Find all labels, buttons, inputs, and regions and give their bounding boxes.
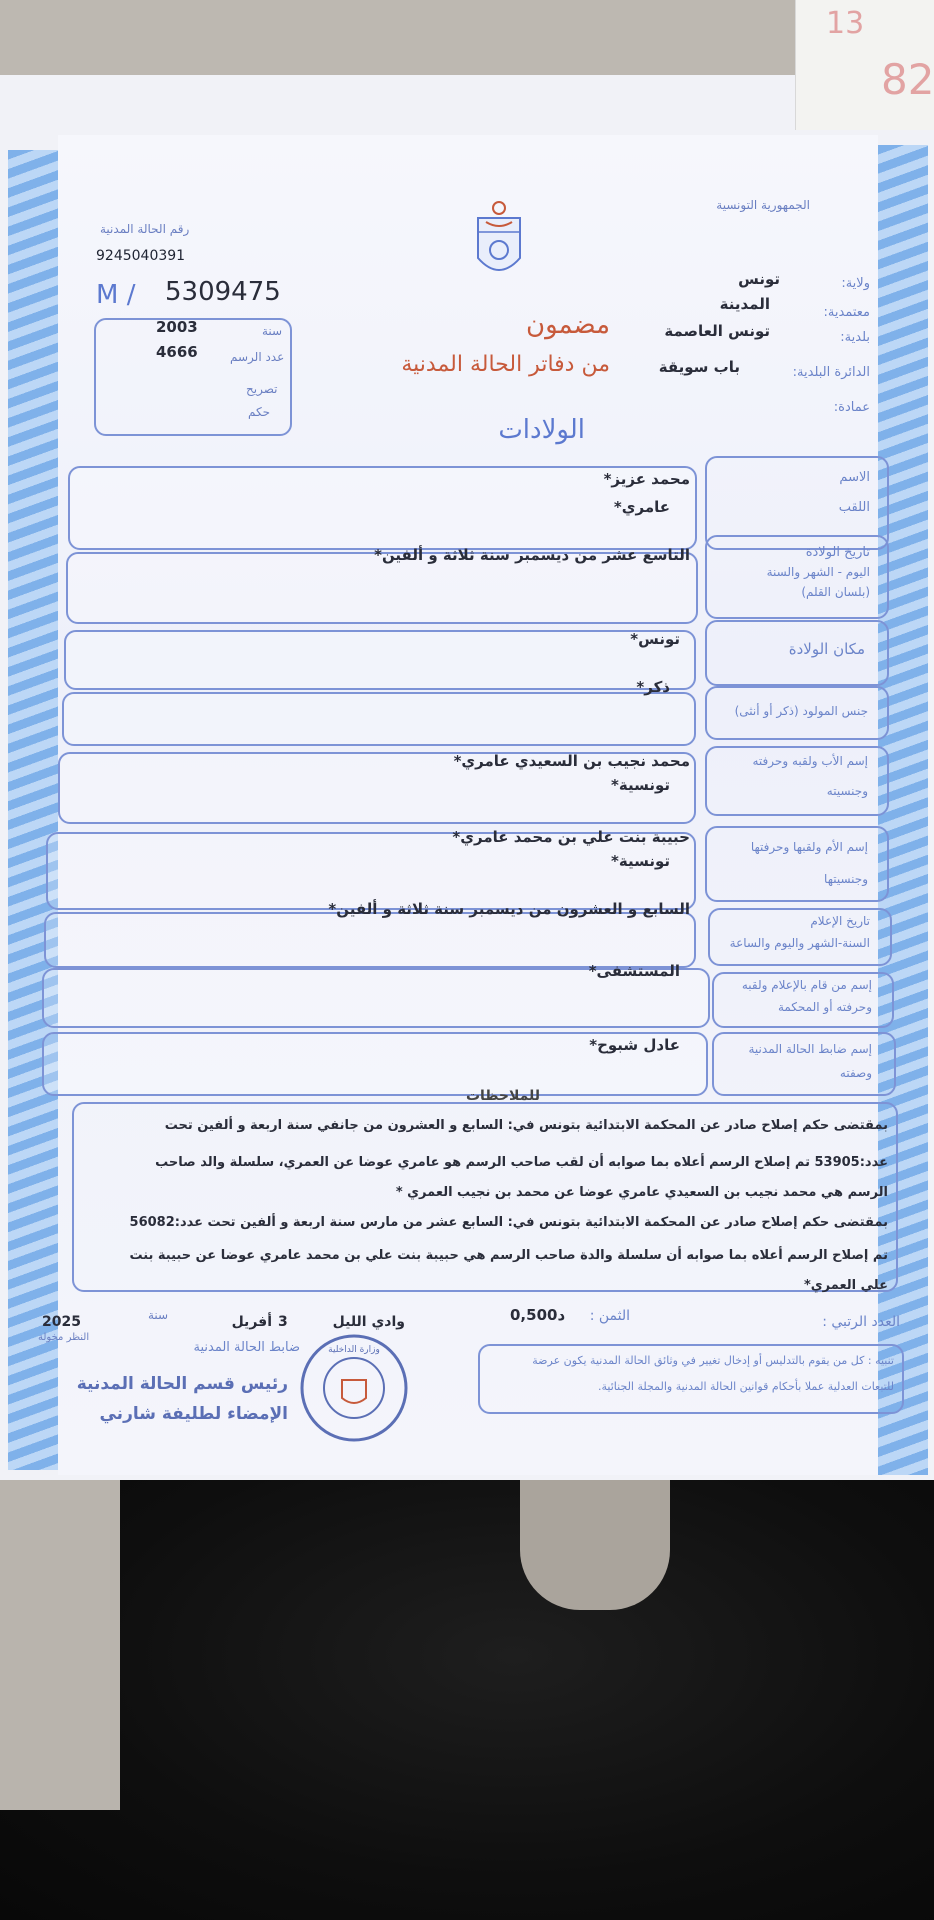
officer-title: ضابط الحالة المدنية [193, 1340, 300, 1355]
declaration-date-sublabel: السنة-الشهر واليوم والساعة [729, 936, 870, 950]
birth-place-label: مكان الولادة [788, 640, 865, 658]
father-value: محمد نجيب بن السعيدي عامري* [453, 752, 690, 770]
sex-label: جنس المولود (ذكر أو أنثى) [734, 704, 868, 718]
governorate-label: ولاية: [841, 276, 870, 291]
declarant-sublabel: وحرفته أو المحكمة [777, 1000, 872, 1014]
stamp-text: وزارة الداخلية [328, 1345, 380, 1355]
delegation-value: المدينة [719, 295, 770, 313]
price-label: الثمن : [589, 1308, 630, 1324]
dark-fabric-background [0, 1480, 934, 1920]
title-extract: مضمون [525, 310, 610, 340]
father-nationality-value: تونسية* [611, 776, 670, 794]
declaration-label: تصريح [246, 382, 278, 396]
surname-label: اللقب [838, 500, 870, 515]
title-from-registers: من دفاتر الحالة المدنية [401, 352, 610, 377]
year-value: 2003 [156, 318, 198, 336]
mother-value: حبيبة بنت علي بن محمد عامري* [452, 828, 690, 846]
floor-gap [520, 1480, 670, 1610]
m-prefix: M / [96, 280, 136, 310]
father-label: إسم الأب ولقبه وحرفته [752, 754, 868, 768]
birth-date-label: تاريخ الولادة [805, 545, 870, 560]
corner-note-2: 82 [881, 55, 934, 104]
sex-value-box [62, 692, 696, 746]
officer-sublabel: وصفته [839, 1066, 872, 1080]
year-label: سنة [262, 324, 283, 338]
birth-place-value: تونس* [630, 630, 680, 648]
declaration-date-value-box [44, 912, 696, 968]
birth-date-value: التاسع عشر من ديسمبر سنة ثلاثة و ألفين* [374, 546, 690, 564]
serial-label: العدد الرتبي : [822, 1314, 900, 1330]
decorative-border-left [8, 150, 58, 1470]
floor-left [0, 1480, 120, 1810]
governorate-value: تونس [738, 270, 780, 288]
warning-line-1: تنبيه : كل من يقوم بالتدليس أو إدخال تغيير في وثائق الحالة المدنية يكون عرضة [532, 1354, 894, 1367]
father-sublabel: وجنسيته [826, 784, 868, 798]
corner-note-1: 13 [826, 6, 865, 41]
mother-nationality-value: تونسية* [611, 852, 670, 870]
mother-sublabel: وجنسيتها [824, 872, 868, 886]
officer-value: عادل شبوح* [589, 1036, 680, 1054]
delegation-label: معتمدية: [823, 305, 870, 320]
m-number: 5309475 [165, 277, 281, 307]
surname-value: عامري* [613, 498, 670, 516]
warning-line-2: للتبعات العدلية عملا بأحكام قوانين الحالة المدنية والمجلة الجنائية. [598, 1380, 894, 1393]
imada-label: عمادة: [833, 400, 870, 415]
sex-value: ذكر* [636, 678, 670, 696]
notes-overlay: للملاحظات [465, 1088, 540, 1104]
act-label: عدد الرسم [230, 350, 285, 364]
mother-label: إسم الأم ولقبها وحرفتها [750, 840, 868, 854]
month-value: أفريل [231, 1314, 272, 1330]
republic-label: الجمهورية التونسية [716, 198, 810, 212]
delegate-note: النظر مخولة [38, 1332, 90, 1343]
birth-date-note: (بلسان القلم) [801, 585, 870, 599]
act-value: 4666 [156, 343, 198, 361]
tunisia-emblem-icon [472, 200, 526, 284]
declaration-date-value: السابع و العشرون من ديسمبر سنة ثلاثة و ألفين* [328, 900, 690, 918]
note-line-3: الرسم هي محمد نجيب بن السعيدي عامري عوضا عن محمد بن نجيب العمري * [395, 1185, 888, 1200]
price-value: 0,500د [510, 1306, 566, 1324]
district-label: الدائرة البلدية: [792, 365, 870, 380]
place-value: وادي الليل [332, 1314, 405, 1330]
note-line-6: علي العمري* [803, 1278, 888, 1293]
paper-corner [795, 0, 934, 130]
day-value: 3 [278, 1314, 288, 1330]
registry-number: 9245040391 [96, 248, 186, 264]
year-label: سنة [148, 1308, 169, 1322]
declarant-value: المستشفى* [588, 962, 680, 980]
declarant-label: إسم من قام بالإعلام ولقبه [741, 978, 872, 992]
signature-line-1: رئيس قسم الحالة المدنية [76, 1374, 288, 1394]
mother-label-box [705, 826, 889, 902]
note-line-2: عدد:53905 تم إصلاح الرسم أعلاه بما صوابه أن لقب صاحب الرسم هو عامري عوضا عن العمري، سلسلة والد صاحب [155, 1155, 888, 1170]
title-births: الولادات [498, 415, 585, 445]
district-value: باب سويقة [658, 358, 740, 376]
note-line-5: تم إصلاح الرسم أعلاه بما صوابه أن سلسلة والدة صاحب الرسم هي حبيبة بنت علي بن محمد عامري عوضا عن حبيبة بنت [129, 1248, 888, 1263]
note-line-4: بمقتضى حكم إصلاح صادر عن المحكمة الابتدائية بتونس في: السابع عشر من مارس سنة اربعة و ألفين تحت عدد:56082 [129, 1215, 888, 1230]
registry-label: رقم الحالة المدنية [100, 222, 190, 236]
municipality-label: بلدية: [840, 330, 870, 345]
name-label: الاسم [839, 470, 870, 485]
note-line-1: بمقتضى حكم إصلاح صادر عن المحكمة الابتدائية بتونس في: السابع و العشرون من جانفي سنة اربعة و ألفين تحت [164, 1118, 888, 1133]
municipality-value: تونس العاصمة [664, 322, 770, 340]
birth-date-sublabel: اليوم - الشهر والسنة [766, 565, 870, 579]
declaration-date-label: تاريخ الإعلام [810, 914, 870, 928]
judgment-label: حكم [248, 405, 271, 419]
officer-label: إسم ضابط الحالة المدنية [748, 1042, 872, 1056]
year-value: 2025 [42, 1314, 81, 1330]
official-stamp-icon [298, 1332, 410, 1444]
first-name-value: محمد عزيز* [603, 470, 690, 488]
signature-line-2: الإمضاء لطليفة شارني [99, 1404, 288, 1424]
